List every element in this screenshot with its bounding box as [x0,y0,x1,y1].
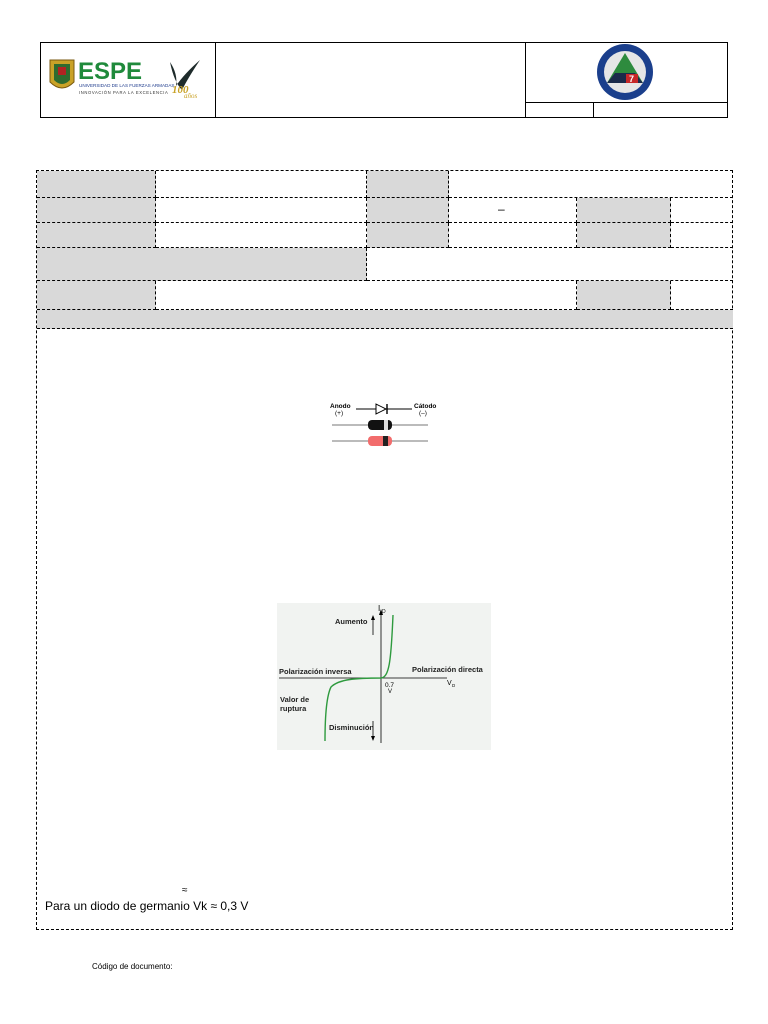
form-label-cell [37,171,156,198]
anniversary-number: 100 [172,84,189,96]
approx-symbol: ≈ [182,885,188,896]
cathode-label: Cátodo [414,403,437,410]
header-divider [525,42,526,118]
form-field[interactable] [671,281,733,310]
anniversary-word: años [184,92,198,100]
cathode-sign: (–) [419,410,427,417]
iv-curve-figure [277,603,491,750]
label-increase: Aumento [335,617,368,626]
document-code-label: Código de documento: [92,962,173,971]
form-label-cell [577,281,671,310]
form-field[interactable] [671,198,733,223]
anode-sign: (+) [335,410,344,417]
espe-subtitle: UNIVERSIDAD DE LAS FUERZAS ARMADAS [79,83,175,88]
diode-black-icon [332,420,428,430]
espe-slogan: INNOVACIÓN PARA LA EXCELENCIA [79,90,169,95]
dash-mark: – [498,202,505,216]
label-breakdown: ruptura [280,704,307,713]
form-field[interactable] [156,223,367,248]
label-reverse: Polarización inversa [279,667,352,676]
form-label-cell [367,198,449,223]
form-field[interactable] [367,248,733,281]
germanium-text: Para un diodo de germanio Vk ≈ 0,3 V [45,899,249,913]
y-axis-sub: D [382,609,386,615]
x-axis-sub: D [452,683,456,688]
form-field[interactable] [449,171,733,198]
espe-logo [46,52,206,102]
diode-schematic-icon [356,404,412,414]
form-label-cell [37,248,367,281]
x-axis-label: V [447,680,452,687]
form-field[interactable] [671,223,733,248]
form-label-cell [37,281,156,310]
diode-symbol-figure [330,400,440,450]
header-divider [593,102,594,118]
espe-shield-icon [50,60,74,88]
institutional-crest-icon [593,43,657,101]
label-forward: Polarización directa [412,665,483,674]
form-label-cell [367,171,449,198]
form-field[interactable] [156,171,367,198]
form-label-cell [577,223,671,248]
header-divider [215,42,216,118]
label-decrease: Disminución [329,723,375,732]
svg-text:7: 7 [629,74,635,84]
label-breakdown: Valor de [280,695,310,704]
diode-red-icon [332,436,428,446]
form-field[interactable] [449,198,577,223]
section-header-bar [37,310,733,329]
espe-wordmark: ESPE [78,58,143,85]
header-divider [525,102,728,103]
form-field[interactable] [156,198,367,223]
form-label-cell [577,198,671,223]
form-label-cell [37,198,156,223]
form-label-cell [37,223,156,248]
knee-unit: V [388,689,393,695]
form-field[interactable] [449,223,577,248]
form-label-cell [367,223,449,248]
form-field[interactable] [156,281,577,310]
y-axis-label: I [378,604,381,613]
anode-label: Anodo [330,403,351,410]
knee-value: 0.7 [385,682,395,689]
